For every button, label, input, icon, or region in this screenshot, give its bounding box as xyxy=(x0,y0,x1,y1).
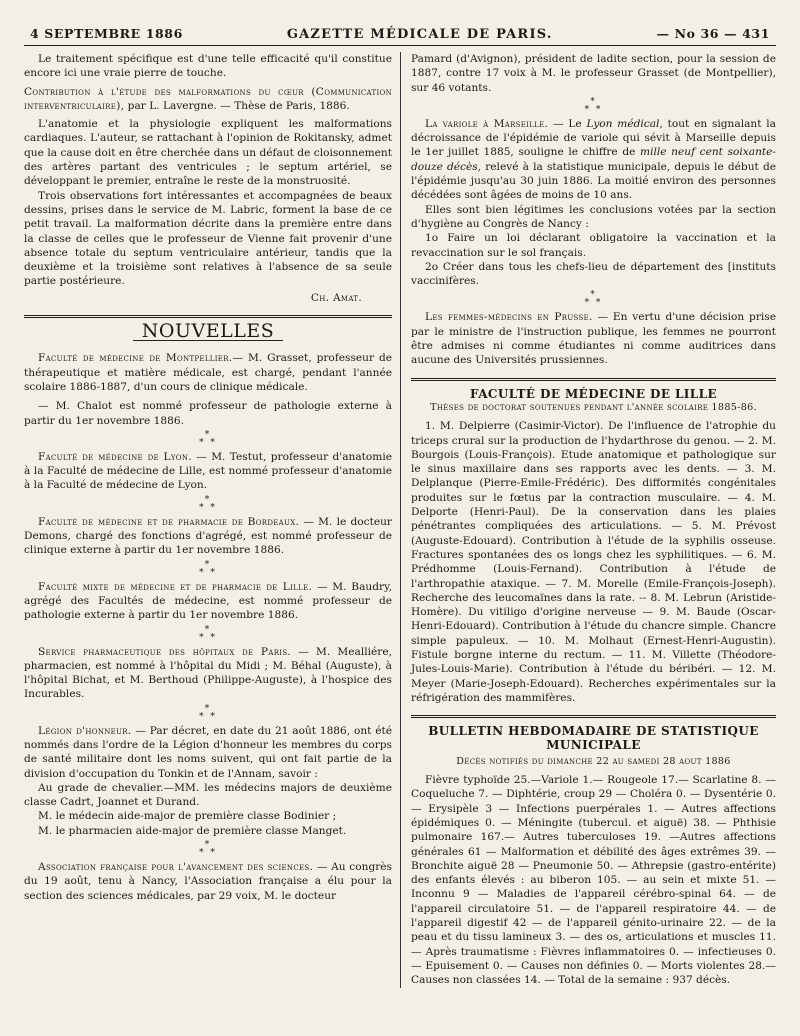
section-title: NOUVELLES xyxy=(141,320,275,343)
section-title: FACULTÉ DE MÉDECINE DE LILLE xyxy=(469,386,718,401)
left-column xyxy=(24,52,400,988)
section-title: BULLETIN HEBDOMADAIRE DE STATISTIQUE MUNICIPALE xyxy=(428,724,759,753)
news-item: Faculté de médecine de Lyon. — M. Testut, professeur d'anatomie à la Faculté de médecine de Lille, est nommé professeur d'anatomie à la Faculté de médecine de Lyon. xyxy=(24,450,392,492)
asterism: * * * xyxy=(199,624,217,643)
news-item-line: Au grade de chevalier.—MM. les médecins majors de deuxième classe Cadrt, Joannet et Durand. xyxy=(24,781,392,809)
list-item: 2o Créer dans tous les chefs-lieu de département des [instituts vaccinifères. xyxy=(411,260,776,288)
news-item-line: M. le pharmacien aide-major de première classe Manget. xyxy=(38,824,347,837)
page-header xyxy=(24,26,776,45)
page-number: — No 36 — 431 xyxy=(656,26,770,41)
news-item: Faculté de médecine de Montpellier.— M. Grasset, professeur de thérapeutique et matière médicale, est chargé, pendant l'année scolaire 1886-1887, d'un cours de clinique médicale. xyxy=(24,352,392,393)
section-divider xyxy=(411,378,776,381)
asterism: * * * xyxy=(199,703,217,722)
paragraph: Trois observations fort intéressantes et accompagnées de beaux dessins, prises dans le service de M. Labric, forment la base de ce petit travail. La malformation décrite dans la première entre dans la classe de celles que le professeur de Vienne fait provenir d'une absence totale du septum ventriculaire antérieur, tandis que la deuxième et la troisième sont relatives à l'absence de sa seule partie postérieure. xyxy=(24,189,392,288)
paragraph: L'anatomie et la physiologie expliquent les malformations cardiaques. L'auteur, se rattachant à l'opinion de Rokitansky, admet que la cause doit en être cherchée dans un défaut de cloisonnement des artères partant des ventricules ; le septum artériel, se développant le premier, entraîne le reste de la monstruosité. xyxy=(24,118,392,188)
section-subtitle: Décès notifiés du dimanche 22 au samedi 28 aout 1886 xyxy=(456,755,731,767)
paragraph: Pamard (d'Avignon), président de ladite section, pour la session de 1887, contre 17 voix à M. le professeur Grasset (de Montpellier), sur 46 votants. xyxy=(411,53,776,94)
news-item: La variole à Marseille. — Le Lyon médical, tout en signalant la décroissance de l'épidémie de variole qui sévit à Marseille depuis le 1er juillet 1885, souligne le chiffre de mille neuf cent soixante-douze décès, relevé à la statistique municipale, depuis le début de l'épidémie jusqu'au 30 juin 1886. La moitié environ des personnes décédées sont âgées de moins de 10 ans. xyxy=(411,117,777,202)
right-column xyxy=(400,52,776,988)
paragraph: Elles sont bien légitimes les conclusions votées par la section d'hygiène au Congrès de Nancy : xyxy=(411,203,776,230)
news-item: — M. Chalot est nommé professeur de pathologie externe à partir du 1er novembre 1886. xyxy=(24,400,392,427)
asterism: * * * xyxy=(199,840,217,859)
news-item: Faculté mixte de médecine et de pharmacie de Lille. — M. Baudry, agrégé des Facultés de médecine, est nommé professeur de pathologie externe à partir du 1er novembre 1886. xyxy=(24,580,393,622)
review-heading: Contribution à l'étude des malformations du cœur (Communication interventriculaire), par L. Lavergne. — Thèse de Paris, 1886. xyxy=(24,85,392,112)
header-rule xyxy=(24,45,776,46)
news-item-line: M. le médecin aide-major de première classe Bodinier ; xyxy=(38,810,337,823)
list-item: 1o Faire un loi déclarant obligatoire la vaccination et la revaccination sur le sol français. xyxy=(411,232,776,259)
section-subtitle: Thèses de doctorat soutenues pendant l'année scolaire 1885-86. xyxy=(430,401,757,413)
section-divider xyxy=(24,315,392,318)
news-item: Faculté de médecine et de pharmacie de Bordeaux. — M. le docteur Demons, chargé des fonctions d'agrégé, est nommé professeur de clinique externe à partir du 1er novembre 1886. xyxy=(24,515,392,557)
statistics-text: Fièvre typhoïde 25.—Variole 1.— Rougeole 17.— Scarlatine 8. — Coqueluche 7. — Diphtérie, croup 29 — Choléra 0. — Dysentérie 0. — Erysipèle 3 — Infections puerpérales 1. — Autres affections épidémiques 0. — Méningite (tubercul. et aiguë) 38. — Phthisie pulmonaire 167.— Autres tuberculoses 19. —Autres affections générales 61 — Malformation et débilité des âges extrêmes 39. — Bronchite aiguë 28 — Pneumonie 50. — Athrepsie (gastro-entérite) des enfants élevés : au biberon 105. — au sein et mixte 51. — Inconnu 9 — Maladies de l'appareil cérébro-spinal 64. — de l'appareil circulatoire 51. — de l'appareil respiratoire 44. — de l'appareil digestif 42 — de l'appareil génito-urinaire 22. — de la peau et du tissu lamineux 3. — des os, articulations et muscles 11. — Après traumatisme : Fièvres inflammatoires 0. — infectieuses 0. — Epuisement 0. — Causes non définies 0. — Morts violentes 28.— Causes non classées 14. — Total de la semaine : 937 décès. xyxy=(411,774,776,987)
paragraph: Le traitement spécifique est d'une telle efficacité qu'il constitue encore ici une vraie pierre de touche. xyxy=(24,53,392,80)
news-item: Association française pour l'avancement des sciences. — Au congrès du 19 août, tenu à Nancy, l'Association française a élu pour la section des sciences médicales, par 29 voix, M. le docteur xyxy=(24,861,392,902)
asterism: * * * xyxy=(584,96,603,115)
news-item: Les femmes-médecins en Prusse. — En vertu d'une décision prise par le ministre de l'instruction publique, les femmes ne pourront être admises ni comme étudiantes ni comme auditrices dans aucune des Universités prussiennes. xyxy=(411,311,776,367)
asterism: * * * xyxy=(584,290,603,309)
author-signature: Ch. Amat. xyxy=(310,291,362,304)
asterism: * * * xyxy=(199,429,217,448)
news-item: Légion d'honneur. — Par décret, en date du 21 août 1886, ont été nommés dans l'ordre de la Légion d'honneur les membres du corps de santé militaire dont les noms suivent, qui ont fait partie de la division d'occupation du Tonkin et de l'Annam, savoir : xyxy=(24,724,392,780)
journal-title: GAZETTE MÉDICALE DE PARIS. xyxy=(286,27,553,42)
news-item: Service pharmaceutique des hôpitaux de Paris. — M. Mealliére, pharmacien, est nommé à l'hôpital du Midi ; M. Béhal (Auguste), à l'hôpital Bichat, et M. Berthoud (Philippe-Auguste), à l'hospice des Incurables. xyxy=(24,645,392,701)
section-divider xyxy=(411,715,776,718)
header-date: 4 SEPTEMBRE 1886 xyxy=(30,26,183,41)
asterism: * * * xyxy=(199,494,217,513)
asterism: * * * xyxy=(199,559,217,578)
thesis-list: 1. M. Delpierre (Casimir-Victor). De l'influence de l'atrophie du triceps crural sur la production de l'hydarthrose du genou. — 2. M. Bourgois (Louis-François). Etude anatomique et pathologique sur le sinus maxillaire dans ses rapports avec les dents. — 3. M. Delplanque (Pierre-Emile-Frédéric). Des difformités congénitales produites sur le fœtus par la contraction musculaire. — 4. M. Delporte (Henri-Paul). De la conservation dans les plaies pénétrantes compliquées des articulations. — 5. M. Prévost (Auguste-Edouard). Contribution à l'étude de la syphilis osseuse. Fractures spontanées des os longs chez les syphilitiques. — 6. M. Prédhomme (Louis-Fernand). Contribution à l'étude de l'arthropathie ataxique. — 7. M. Morelle (Emile-François-Joseph). Recherche des leucomaïnes dans la rate. -- 8. M. Lebrun (Aristide-Homère). Du vitiligo d'origine nerveuse — 9. M. Baude (Oscar-Henri-Edouard). Contribution à l'étude du chancre simple. Chancre simple papuleux. — 10. M. Molhaut (Ernest-Henri-Augustin). Fistule borgne interne du rectum. — 11. M. Villette (Théodore-Jules-Louis-Marie). Contribution à l'étude du béribéri. — 12. M. Meyer (Marie-Joseph-Edouard). Recherches expérimentales sur la réfrigération des mammifères. xyxy=(411,420,776,704)
